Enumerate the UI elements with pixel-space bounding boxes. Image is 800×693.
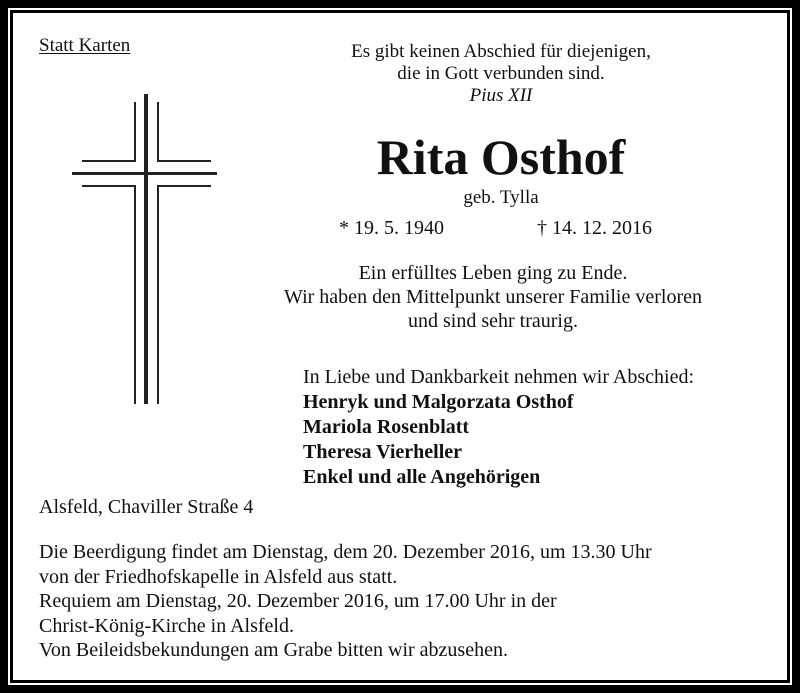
motto-author: Pius XII [469,85,533,106]
cross-icon [72,94,232,404]
verse [233,261,753,333]
death-date: † 14. 12. 2016 [537,217,652,239]
verse-line: Wir haben den Mittelpunkt unserer Familie verloren [284,286,702,308]
mourner-name: Henryk und Malgorzata Osthof [303,391,574,413]
info-line: Christ-König-Kirche in Alsfeld. [39,614,294,637]
mourner-name: Mariola Rosenblatt [303,416,470,438]
info-line: Die Beerdigung findet am Dienstag, dem 20. Dezember 2016, um 13.30 Uhr [39,541,652,563]
maiden-name: geb. Tylla [463,187,539,208]
motto [313,41,689,107]
verse-line: Ein erfülltes Leben ging zu Ende. [358,262,628,284]
mourners-intro: In Liebe und Dankbarkeit nehmen wir Abschied: [303,366,694,388]
info-line: Requiem am Dienstag, 20. Dezember 2016, um 17.00 Uhr in der [39,590,557,612]
address: Alsfeld, Chaviller Straße 4 [39,496,254,518]
mourner-name: Enkel und alle Angehörigen [303,466,541,488]
mourners [303,365,694,490]
funeral-info [39,540,652,663]
info-line: von der Friedhofskapelle in Alsfeld aus statt. [39,565,398,588]
birth-date: * 19. 5. 1940 [339,217,444,239]
deceased-name: Rita Osthof [376,129,626,185]
info-line: Von Beileidsbekundungen am Grabe bitten wir abzusehen. [39,639,508,661]
mourner-name: Theresa Vierheller [303,441,463,463]
motto-line: die in Gott verbunden sind. [397,63,605,84]
obituary-card [13,13,787,680]
motto-line: Es gibt keinen Abschied für diejenigen, [351,41,651,62]
verse-line: und sind sehr traurig. [408,310,578,332]
statt-karten-label: Statt Karten [39,35,131,56]
